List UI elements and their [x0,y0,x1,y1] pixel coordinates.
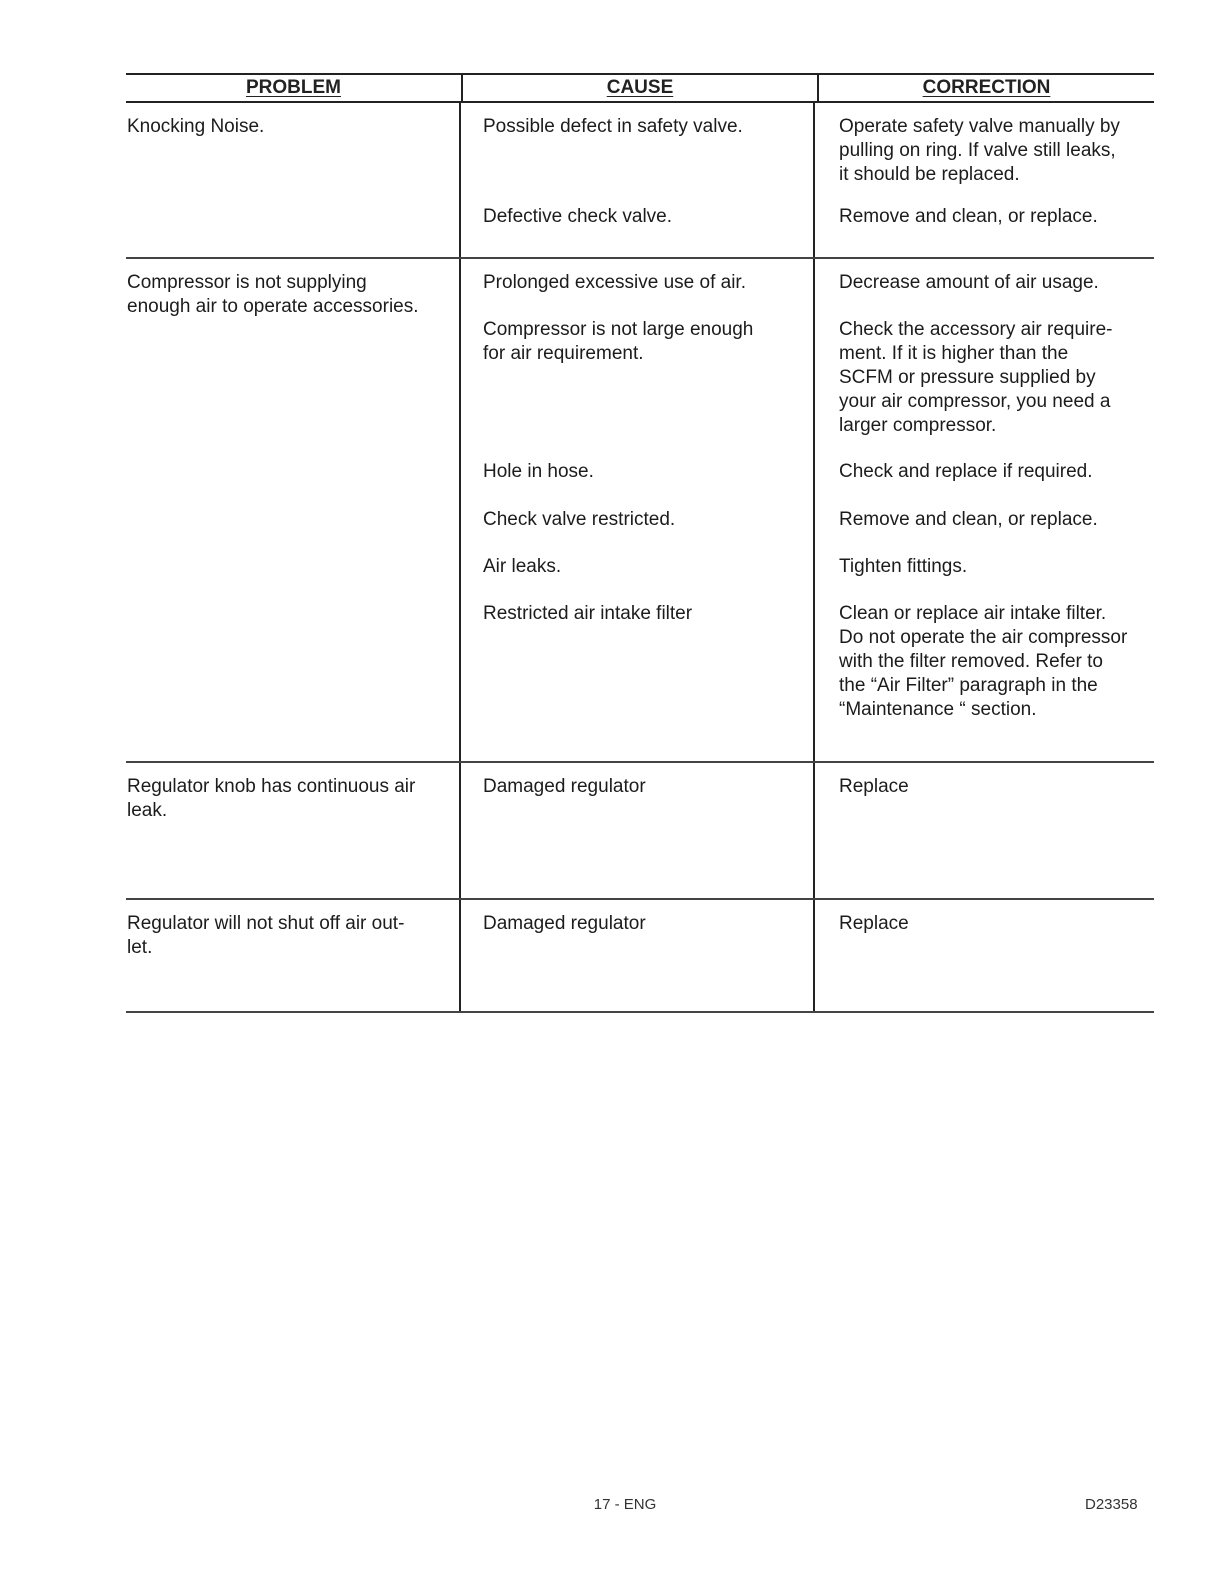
table-row [126,763,1154,900]
correction-item: Check and replace if required. [839,461,1093,482]
table-header [126,73,1154,103]
correction-item: Remove and clean, or replace. [839,206,1098,227]
correction-item: Check the accessory air require- ment. If it is higher than the SCFM or pressure supplied by your air compressor, you need a larger compressor. [839,319,1113,436]
problem-cell: Regulator will not shut off air out- let. [126,900,461,1011]
cause-item: Hole in hose. [483,461,594,482]
cause-item: Prolonged excessive use of air. [483,272,746,293]
page-number: 17 - ENG [593,1496,657,1513]
correction-item: Tighten fittings. [839,556,968,577]
cause-cell: Damaged regulator [461,900,815,1011]
cause-item: Possible defect in safety valve. [483,116,743,137]
header-cause: CAUSE [463,75,819,101]
correction-cell: Replace [839,913,909,934]
cause-cell: Damaged regulator [461,763,815,898]
troubleshooting-table [126,73,1154,1013]
header-correction: CORRECTION [922,77,1051,98]
cause-item: Check valve restricted. [483,509,676,530]
cause-item: Defective check valve. [483,206,673,227]
cause-item: Compressor is not large enough for air requirement. [483,319,754,364]
correction-item: Decrease amount of air usage. [839,272,1099,293]
header-problem: PROBLEM [126,75,463,101]
cause-cell [461,259,815,761]
correction-item: Operate safety valve manually by pulling on ring. If valve still leaks, it should be replaced. [839,116,1120,185]
cause-item: Restricted air intake filter [483,603,693,624]
correction-cell [815,103,1150,257]
correction-item: Clean or replace air intake filter. Do not operate the air compressor with the filter removed. Refer to the “Air Filter” paragraph in the “Maintenance “ section. [839,603,1128,720]
table-row [126,103,1154,259]
table-row [126,259,1154,763]
problem-cell: Knocking Noise. [126,103,461,257]
problem-cell: Compressor is not supplying enough air to operate accessories. [126,259,461,761]
document-code: D23358 [1085,1496,1138,1513]
problem-cell: Regulator knob has continuous air leak. [126,763,461,898]
correction-item: Remove and clean, or replace. [839,509,1098,530]
cause-cell [461,103,815,257]
table-row [126,900,1154,1013]
cause-item: Air leaks. [483,556,562,577]
correction-cell [815,259,1150,761]
correction-cell: Replace [839,776,909,797]
